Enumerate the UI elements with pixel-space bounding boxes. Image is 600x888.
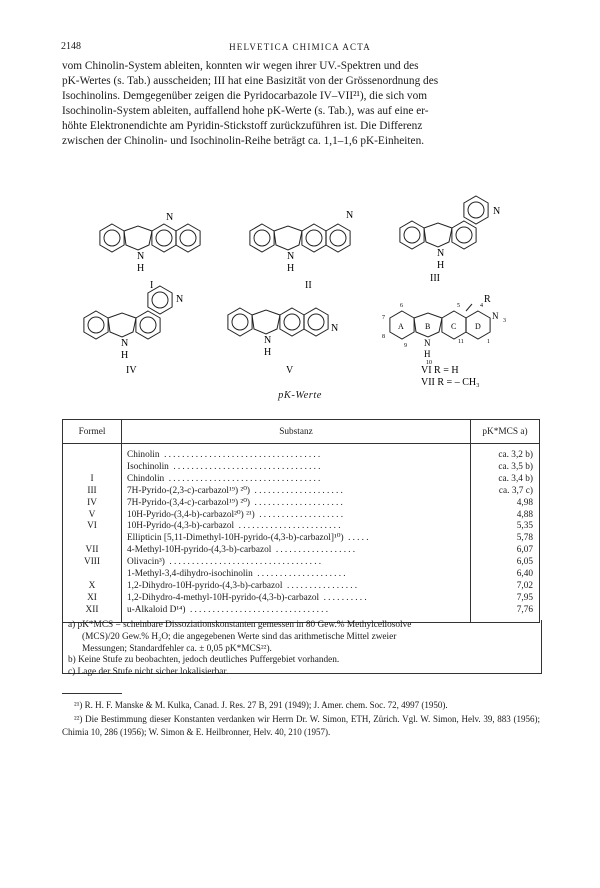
header-substanz: Substanz: [122, 420, 471, 444]
substanz-cell: [122, 510, 471, 522]
table-row: [63, 581, 540, 593]
leader-dots: ...................: [254, 509, 346, 520]
journal-title: HELVETICA CHIMICA ACTA: [229, 42, 371, 52]
substance-name: Ellipticin [5,11-Dimethyl-10H-pyrido-(4,3-b)-carbazol]¹⁰): [127, 533, 344, 544]
formel-cell: XII: [63, 605, 122, 622]
substance-name: 10H-Pyrido-(3,4-b)-carbazol²⁰) ²¹): [127, 509, 255, 520]
structure-III: [400, 196, 500, 284]
structure-label: III: [430, 273, 440, 284]
leader-dots: ..................................: [164, 557, 324, 568]
atom-H: H: [424, 349, 431, 359]
page-number: 2148: [61, 41, 81, 52]
atom-N: N: [166, 212, 174, 223]
R-group: R: [484, 294, 491, 305]
pk-cell: 5,35: [471, 521, 540, 533]
substanz-cell: [122, 569, 471, 581]
substanz-cell: [122, 533, 471, 545]
leader-dots: ....................: [250, 485, 346, 496]
structure-IV: [84, 286, 183, 376]
atom-N: N: [287, 251, 295, 262]
reference-item: ²²) Die Bestimmung dieser Konstanten verdanken wir Herrn Dr. W. Simon, ETH, Zürich. Vgl. W. Simon, Helv. 39, 883 (1956); Chimia 10, 286 (1956); W. Simon & E. Heilbronner, Helv. 40, 210 (1957).: [62, 714, 540, 737]
table-row: [63, 569, 540, 581]
pk-cell: 6,40: [471, 569, 540, 581]
structure-label: VI R = H: [421, 365, 459, 376]
structure-label: I: [150, 280, 154, 291]
pk-table: [62, 419, 540, 623]
formel-cell: XI: [63, 593, 122, 605]
leader-dots: .....: [343, 533, 371, 544]
formel-cell: IV: [63, 498, 122, 510]
ring-number: 5: [457, 303, 460, 309]
pk-cell: ca. 3,7 c): [471, 486, 540, 498]
substanz-cell: [122, 593, 471, 605]
formel-cell: [63, 444, 122, 462]
body-line: Isochinolin-System ableiten, auffallend hohe pK-Werte (s. Tab.), was auf eine er-: [62, 105, 429, 118]
footnote-line: b) Keine Stufe zu beobachten, jedoch deutliches Puffergebiet vorhanden.: [68, 655, 340, 666]
ring-number: 8: [382, 334, 385, 340]
table-caption: pK-Werte: [278, 390, 322, 401]
ring-number: 3: [503, 318, 506, 324]
pk-cell: 4,98: [471, 498, 540, 510]
body-line: pK-Wertes (s. Tab.) ausscheiden; III hat eine Basizität von der Grössenordnung des: [62, 75, 439, 88]
substance-name: Isochinolin: [127, 461, 169, 472]
table-header-row: [63, 420, 540, 444]
formel-cell: III: [63, 486, 122, 498]
formel-cell: VI: [63, 521, 122, 533]
leader-dots: ................: [282, 580, 360, 591]
ring-number: 4: [480, 303, 483, 309]
structure-VI-VII: [382, 294, 506, 388]
leader-dots: ..................................: [164, 473, 323, 484]
pk-cell: 7,02: [471, 581, 540, 593]
substanz-cell: [122, 581, 471, 593]
ring-letter: D: [475, 322, 481, 331]
atom-N: N: [137, 251, 145, 262]
footnote-rule: [62, 693, 122, 694]
substance-name: 7H-Pyrido-(3,4-c)-carbazol¹⁹) ²⁰): [127, 497, 251, 508]
chemical-structures: [0, 0, 600, 400]
atom-N: N: [121, 338, 129, 349]
body-line: vom Chinolin-System ableiten, konnten wir wegen ihrer UV.-Spektren und des: [62, 60, 419, 72]
atom-N: N: [264, 335, 272, 346]
ring-number: 10: [426, 360, 432, 366]
table-row: [63, 498, 540, 510]
reference-item: ²¹) R. H. F. Manske & M. Kulka, Canad. J. Res. 27 B, 291 (1949); J. Amer. chem. Soc. 72, 4997 (1950).: [74, 700, 448, 710]
substanz-cell: [122, 474, 471, 486]
ring-number: 6: [400, 303, 403, 309]
atom-H: H: [287, 263, 295, 274]
footnote-line: (MCS)/20 Gew.% H₂O; die angegebenen Werte sind das arithmetische Mittel zweier: [82, 631, 397, 642]
atom-N: N: [437, 248, 445, 259]
substance-name: 10H-Pyrido-(4,3-b)-carbazol: [127, 521, 235, 532]
substance-name: Chindolin: [127, 473, 165, 484]
pk-cell: 7,95: [471, 593, 540, 605]
substanz-cell: [122, 498, 471, 510]
ring-number: 7: [382, 315, 385, 321]
table-row: [63, 521, 540, 533]
ring-number: 11: [458, 339, 464, 345]
structure-label: IV: [126, 365, 137, 376]
substanz-cell: [122, 521, 471, 533]
substance-name: 4-Methyl-10H-pyrido-(4,3-b)-carbazol: [127, 545, 272, 556]
substanz-cell: [122, 462, 471, 474]
structure-V: [228, 308, 338, 376]
substance-name: 1,2-Dihydro-10H-pyrido-(4,3-b)-carbazol: [127, 580, 283, 591]
atom-H: H: [264, 347, 272, 358]
atom-N: N: [493, 206, 501, 217]
substanz-cell: [122, 444, 471, 462]
ring-letter: A: [398, 322, 404, 331]
atom-N: N: [331, 323, 339, 334]
structure-label: V: [286, 365, 294, 376]
formel-cell: VIII: [63, 557, 122, 569]
substance-name: Chinolin: [127, 450, 160, 460]
structure-label: VII R = – CH₃: [421, 377, 480, 388]
footnote-line: Messungen; Standardfehler ca. ± 0,05 pK*MCS²²).: [82, 643, 272, 654]
structure-label: II: [305, 280, 312, 291]
leader-dots: ...................................: [159, 450, 323, 460]
leader-dots: .................................: [168, 461, 323, 472]
leader-dots: ....................: [252, 569, 348, 580]
substance-name: 1-Methyl-3,4-dihydro-isochinolin: [127, 569, 253, 580]
header-pk: pK*MCS a): [471, 420, 540, 444]
ring-number: 9: [404, 343, 407, 349]
table-row: [63, 545, 540, 557]
substanz-cell: [122, 557, 471, 569]
table-footnotes: [62, 620, 542, 678]
footnote-line: a) pK*MCS = scheinbare Dissoziationskonstanten gemessen in 80 Gew.% Methylcellosolve: [68, 620, 412, 630]
body-line: Isochinolins. Demgegenüber zeigen die Pyridocarbazole IV–VII²¹), die sich vom: [62, 90, 428, 103]
formel-cell: I: [63, 474, 122, 486]
substanz-cell: [122, 486, 471, 498]
pk-cell: ca. 3,4 b): [471, 474, 540, 486]
substance-name: 7H-Pyrido-(2,3-c)-carbazol¹⁹) ²⁰): [127, 485, 251, 496]
header-formel: Formel: [63, 420, 122, 444]
pk-cell: 4,88: [471, 510, 540, 522]
table-row: [63, 557, 540, 569]
pk-cell: ca. 3,5 b): [471, 462, 540, 474]
structure-II: [250, 210, 353, 291]
atom-N: N: [346, 210, 354, 221]
pk-cell: ca. 3,2 b): [471, 444, 540, 462]
table-row: [63, 486, 540, 498]
atom-H: H: [121, 350, 129, 361]
ring-number: 1: [487, 339, 490, 345]
atom-H: H: [437, 260, 445, 271]
atom-N: N: [176, 294, 184, 305]
leader-dots: ..........: [319, 592, 369, 603]
atom-H: H: [137, 263, 145, 274]
substance-name: Olivacin³): [127, 557, 165, 568]
substance-name: 1,2-Dihydro-4-methyl-10H-pyrido-(4,3-b)-carbazol: [127, 592, 320, 603]
formel-cell: X: [63, 581, 122, 593]
table-row: [63, 593, 540, 605]
body-line: höhte Elektronendichte am Pyridin-Stickstoff zurückzuführen ist. Die Differenz: [62, 120, 423, 133]
atom-N: N: [492, 311, 499, 321]
references: [62, 699, 540, 740]
ring-letter: C: [451, 322, 457, 331]
table-row: [63, 462, 540, 474]
formel-cell: [63, 569, 122, 581]
formel-cell: [63, 533, 122, 545]
leader-dots: ...............................: [185, 604, 331, 615]
body-line: zwischen der Chinolin- und Isochinolin-Reihe beträgt ca. 1,1–1,6 pK-Einheiten.: [62, 135, 425, 148]
formel-cell: VII: [63, 545, 122, 557]
pk-cell: 6,05: [471, 557, 540, 569]
structure-I: [100, 212, 200, 291]
atom-N: N: [424, 338, 431, 348]
leader-dots: .......................: [234, 521, 343, 532]
pk-cell: 7,76: [471, 605, 540, 622]
substance-name: u-Alkaloid D¹⁴): [127, 604, 186, 615]
table-row: [63, 533, 540, 545]
table-row: [63, 510, 540, 522]
pk-cell: 5,78: [471, 533, 540, 545]
table-row: [63, 444, 540, 462]
formel-cell: V: [63, 510, 122, 522]
table-row: [63, 474, 540, 486]
ring-letter: B: [425, 322, 431, 331]
pk-cell: 6,07: [471, 545, 540, 557]
table-body: [63, 444, 540, 623]
formel-cell: [63, 462, 122, 474]
leader-dots: ....................: [250, 497, 346, 508]
leader-dots: ..................: [271, 545, 358, 556]
footnote-line: c) Lage der Stufe nicht sicher lokalisierbar.: [68, 667, 229, 678]
substanz-cell: [122, 545, 471, 557]
